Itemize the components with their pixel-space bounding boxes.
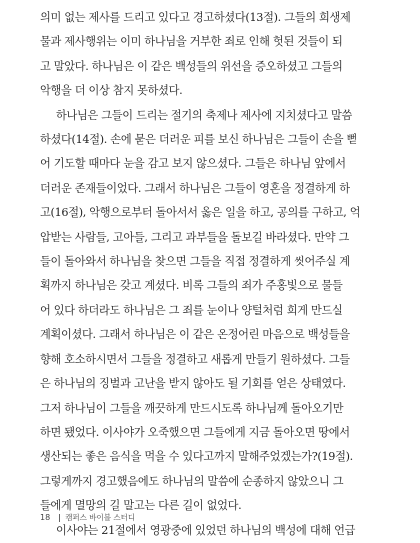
text-line: 물과 제사행위는 이미 하나님을 거부한 죄로 인해 헛된 것들이 되	[40, 35, 343, 49]
text-line: 어 있다 하더라도 하나님은 그 죄를 눈이나 양털처럼 희게 만드실	[40, 303, 343, 317]
text-line: 향해 호소하시면서 그들을 정결하고 새롭게 만들기 원하셨다. 그들	[40, 352, 350, 366]
text-line: 그렇게까지 경고했음에도 하나님의 말씀에 순종하지 않았으니 그	[40, 474, 344, 488]
text-line: 이사야는 21절에서 영광중에 있었던 하나님의 백성에 대해 언급	[56, 523, 356, 537]
text-line: 어 기도할 때마다 눈을 감고 보지 않으셨다. 그들은 하나님 앞에서	[40, 157, 346, 171]
text-line: 들에게 멸망의 길 말고는 다른 길이 없었다.	[40, 499, 242, 513]
text-line: 그저 하나님이 그들을 깨끗하게 만드시도록 하나님께 돌아오기만	[40, 401, 344, 415]
text-line: 들이 돌아와서 하나님을 찾으면 그들을 직접 정결하게 씻어주실 계	[40, 255, 350, 269]
page-footer	[40, 512, 135, 523]
text-line: 계획이셨다. 그래서 하나님은 이 같은 온정어린 마음으로 백성들을	[40, 328, 350, 342]
text-line: 고(16절), 악행으로부터 돌아서서 옳은 일을 하고, 공의를 구하고, 억	[40, 206, 361, 220]
text-line: 획까지 하나님은 갖고 계셨다. 비록 그들의 죄가 주홍빛으로 물들	[40, 279, 343, 293]
text-line: 하셨다(14절). 손에 묻은 더러운 피를 보신 하나님은 그들이 손을 뻗	[40, 133, 358, 147]
body-text	[40, 6, 372, 543]
text-line: 고 말았다. 하나님은 이 같은 백성들의 위선을 증오하셨고 그들의	[40, 59, 343, 73]
footer-divider	[59, 514, 60, 522]
text-line: 생산되는 좋은 음식을 먹을 수 있다고까지 말해주었겠는가?(19절).	[40, 450, 353, 464]
text-line: 더러운 존재들이었다. 그래서 하나님은 그들이 영혼을 정결하게 하	[40, 181, 350, 195]
text-line: 하나님은 그들이 드리는 절기의 축제나 제사에 지치셨다고 말씀	[56, 108, 352, 122]
text-line: 악행을 더 이상 참지 못하셨다.	[40, 84, 183, 98]
text-line: 하면 됐었다. 이사야가 오죽했으면 그들에게 지금 돌아오면 땅에서	[40, 425, 350, 439]
text-line: 압받는 사람들, 고아들, 그리고 과부들을 돌보길 바라셨다. 만약 그	[40, 230, 350, 244]
paragraph	[40, 104, 372, 519]
text-line: 의미 없는 제사를 드리고 있다고 경고하셨다(13절). 그들의 희생제	[40, 11, 351, 24]
page-number: 18	[40, 513, 51, 522]
running-title: 캠퍼스 바이블 스터디	[65, 513, 136, 522]
paragraph	[40, 6, 372, 104]
text-line: 은 하나님의 징벌과 고난을 받지 않아도 될 기회를 얻은 상태였다.	[40, 377, 346, 391]
